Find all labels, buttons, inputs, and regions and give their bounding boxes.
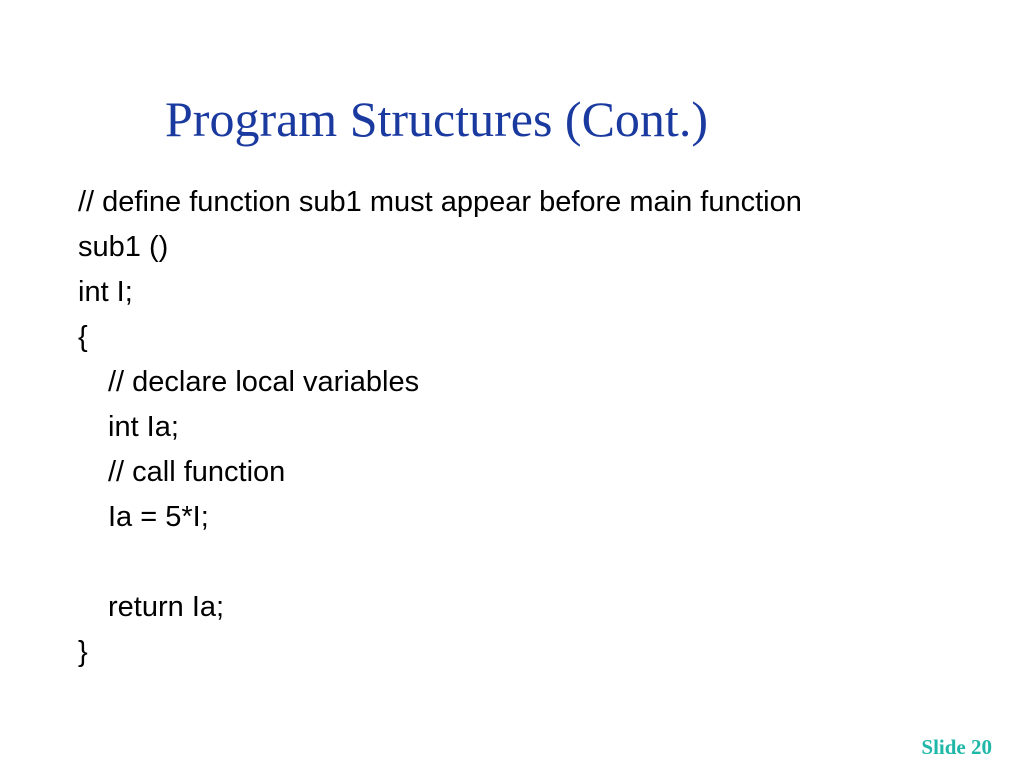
code-line-local-declaration: int Ia; <box>108 411 179 443</box>
code-line-open-brace: { <box>78 321 88 353</box>
code-line-return: return Ia; <box>108 591 225 623</box>
code-line-function-signature: sub1 () <box>78 231 169 263</box>
code-line-assignment: Ia = 5*I; <box>108 501 209 533</box>
code-line-comment-locals: // declare local variables <box>108 366 420 398</box>
slide-title: Program Structures (Cont.) <box>165 91 708 147</box>
code-line-comment-define: // define function sub1 must appear before main function <box>78 186 802 218</box>
code-line-parameter-declaration: int I; <box>78 276 133 308</box>
code-line-close-brace: } <box>78 636 88 668</box>
slide-number: Slide 20 <box>921 735 992 759</box>
code-body <box>78 180 802 675</box>
code-line-comment-call: // call function <box>108 456 286 488</box>
code-line-blank <box>78 540 802 585</box>
